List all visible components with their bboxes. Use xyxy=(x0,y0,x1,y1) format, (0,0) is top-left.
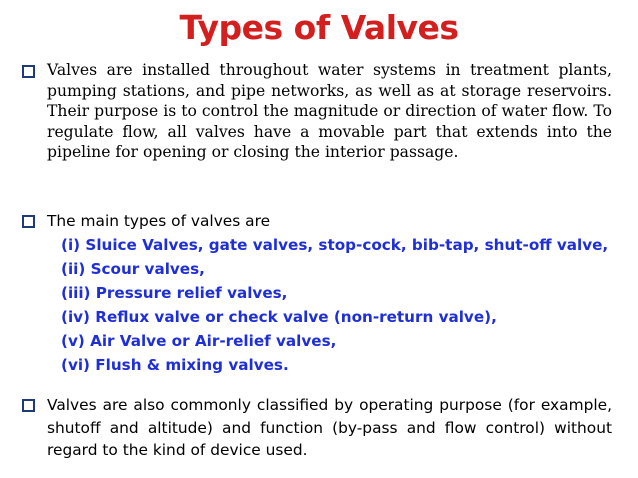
list-item: (vi) Flush & mixing valves. xyxy=(61,356,289,374)
checkbox-bullet-icon xyxy=(22,215,35,228)
checkbox-bullet-icon xyxy=(22,65,35,78)
slide-title: Types of Valves xyxy=(179,8,459,47)
list-item: (v) Air Valve or Air-relief valves, xyxy=(61,332,337,350)
list-item: (ii) Scour valves, xyxy=(61,260,205,278)
list-item: (iii) Pressure relief valves, xyxy=(61,284,288,302)
bullet-text: Valves are installed throughout water systems in treatment plants, pumping stations, and pipe networks, as well as at storage reservoirs. Their purpose is to control the magnitude or direction of water flow. To regulate flow, all valves have a movable part that extends into the pipeline for opening or closing the interior passage. xyxy=(47,61,612,162)
checkbox-bullet-icon xyxy=(22,399,35,412)
bullet-text: Valves are also commonly classified by operating purpose (for example, shutoff and altitude) and function (by-pass and flow control) without regard to the kind of device used. xyxy=(47,396,612,459)
valve-types-list xyxy=(61,233,612,377)
bullet-installation xyxy=(22,60,612,163)
list-item: (iv) Reflux valve or check valve (non-return valve), xyxy=(61,308,497,326)
list-item: (i) Sluice Valves, gate valves, stop-cock, bib-tap, shut-off valve, xyxy=(61,236,609,254)
bullet-classification xyxy=(22,394,612,462)
bullet-text: The main types of valves are xyxy=(47,212,271,230)
bullet-main-types xyxy=(22,210,612,377)
